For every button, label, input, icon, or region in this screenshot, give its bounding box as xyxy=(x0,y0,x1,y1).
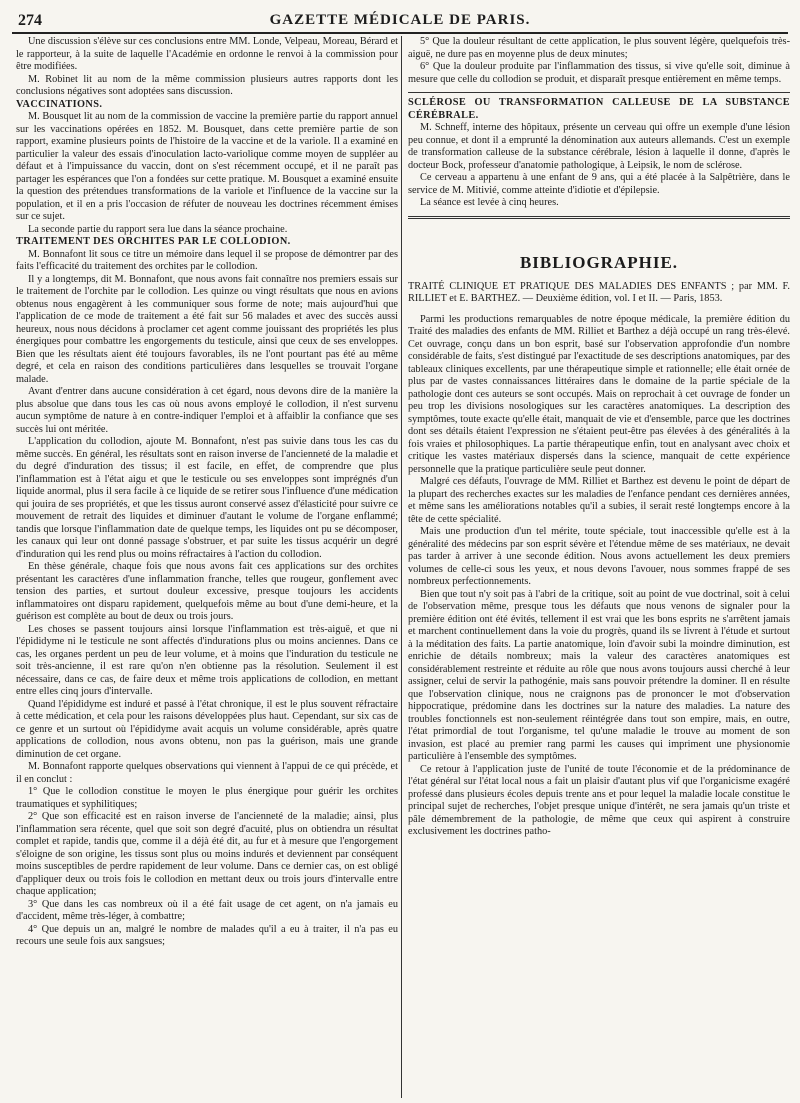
text-columns xyxy=(12,36,788,1098)
paragraph: Mais une production d'un tel mérite, toute spéciale, tout inaccessible qu'elle est à la généralité des médecins par son esprit sévère et l'étendue même de ses matériaux, ne devait pas tarder à arriver à une seconde édition. Nous avons actuellement les deux premiers volumes de celle-ci sous les yeux, et nous devons l'avouer, nous sommes frappé de ses nombreux perfectionnements. xyxy=(408,526,790,587)
paragraph: Quand l'épididyme est induré et passé à l'état chronique, il est le plus souvent réfractaire à cette médication, et cela pour les raisons développées plus haut. Cependant, sur six cas de ce genre et un surtout où l'épididyme avait acquis un volume considérable, après quatre applications de collodion, nous avons obtenu, non pas la guérison, mais une grande diminution de cet organe. xyxy=(16,698,398,760)
section-title-sclerose: SCLÉROSE OU TRANSFORMATION CALLEUSE DE LA SUBSTANCE CÉRÉBRALE. xyxy=(408,97,790,121)
paragraph: M. Bonnafont lit sous ce titre un mémoire dans lequel il se propose de démontrer par des faits l'efficacité du traitement des orchites par le collodion. xyxy=(16,248,398,272)
paragraph: La seconde partie du rapport sera lue dans la séance prochaine. xyxy=(28,223,288,235)
right-column xyxy=(408,36,790,1098)
paragraph: La séance est levée à cinq heures. xyxy=(420,197,559,208)
paragraph: Parmi les productions remarquables de notre époque médicale, la première édition du Traité des maladies des enfants de MM. Rilliet et Barthez a déjà occupé un rang très-élevé. Cet ouvrage, conçu dans un bon esprit, basé sur l'observation approfondie d'un nombre considérable de faits, s'est distingué par l'exactitude de ses descriptions anatomiques, par des tableaux cliniques excellents, par une thérapeutique simple et rationnelle; elle était ornée de plus par de vastes connaissances littéraires dans le domaine de la partie spéciale de la pathologie dont ces auteurs se sont occupés. Mais on reprochait à cet ouvrage de fonder un peu trop les divisions nosologiques sur les caractères anatomiques. La description des symptômes, toute exacte qu'elle était, manquait de vie et d'ensemble, parce que les doctrines dont ses détails étaient l'expression ne s'étaient peut-être pas élevées à des généralités à la fois vraies et philosophiques. La partie thérapeutique enfin, tout en analysant avec choix et critique les vastes matériaux dispersés dans la science, manquait de cette expérience personnelle que la pratique particulière seule peut donner. xyxy=(408,313,790,475)
paragraph: En thèse générale, chaque fois que nous avons fait ces applications sur des orchites présentant les caractères d'une inflammation franche, telles que rougeur, gonflement avec tension des parties, et surtout douleur excessive, presque toujours les accidents inflammatoires ont disparu rapidement, quelquefois même au bout d'une demi-heure, et la guérison est complète au bout de deux ou trois jours. xyxy=(16,561,398,622)
conclusion-item: 1° Que le collodion constitue le moyen le plus énergique pour guérir les orchites traumatiques et syphilitiques; xyxy=(16,786,398,810)
paragraph: Les choses se passent toujours ainsi lorsque l'inflammation est très-aiguë, et que ni l'épididyme ni le testicule ne sont affectés d'indurations plus ou moins anciennes. Dans ce cas, les organes perdent un peu de leur volume, et à moins que l'induration du testicule ne soit très-ancienne, il est rare qu'on n'en obtienne pas la résolution. Seulement il est nécessaire, dans ce cas, de faire deux et même trois applications de collodion, en mettant entre elles cinq jours d'intervalle. xyxy=(16,623,398,697)
paragraph: Malgré ces défauts, l'ouvrage de MM. Rilliet et Barthez est devenu le point de départ de la plupart des recherches exactes sur les maladies de l'enfance pendant ces dernières années, et même sans les améliorations notables qu'il a subies, il serait resté longtemps encore à la tête de cette spécialité. xyxy=(408,476,790,525)
paragraph: M. Bousquet lit au nom de la commission de vaccine la première partie du rapport annuel sur les vaccinations opérées en 1852. M. Bousquet, dans cette première partie de son rapport, examine plusieurs points de l'histoire de la vaccine et de la variole. Il a examiné en particulier la valeur des essais d'inoculation lacto-variolique comme moyen de suppléer au défaut et à l'impuissance du vaccin, dont on s'est récemment occupé, et il ne paraît pas partager les espérances que l'on a fondées sur cette pratique. M. Bousquet a examiné ensuite la question des prétendues transformations de la variole et l'influence de la vaccine sur la population, et il en a pris l'occasion de réfuter de nouveau les doctrines récemment émises sur ce sujet. xyxy=(16,111,398,222)
left-column xyxy=(16,36,398,1098)
conclusion-item: 5° Que la douleur résultant de cette application, le plus souvent légère, quelquefois très-aiguë, ne dure pas en moyenne plus de deux minutes; xyxy=(408,36,790,60)
section-title-orchites: TRAITEMENT DES ORCHITES PAR LE COLLODION. xyxy=(16,236,291,247)
paragraph: Ce cerveau a appartenu à une enfant de 9 ans, qui a été placée à la Salpêtrière, dans le service de M. Mitivié, comme atteinte d'idiotie et d'épilepsie. xyxy=(408,172,790,196)
paragraph: M. Robinet lit au nom de la même commission plusieurs autres rapports dont les conclusions négatives sont adoptées sans discussion. xyxy=(16,73,398,97)
paragraph: Bien que tout n'y soit pas à l'abri de la critique, soit au point de vue doctrinal, soit à celui de l'observation même, presque tous les défauts que nous venons de signaler pour la première édition ont été évités, tellement il est vrai que les bons esprits ne s'arrêtent jamais et marchent continuellement dans la voie du progrès, quand ils se livrent à l'étude et surtout à la méditation des faits. La partie anatomique, loin d'avoir subi la moindre diminution, est enrichie de détails nombreux; mais la valeur des caractères anatomiques est considérablement restreinte et réduite au rôle que nous avons toujours aussi cherché à leur assigner, celui de servir la pathogénie, mais sans pouvoir prétendre la dominer. Il en résulte que l'observation clinique, nous ne craignons pas de prononcer le mot d'observation hippocratique, prédomine dans les doctrines sur la nature des maladies. La nature des troubles fonctionnels est non-seulement réintégrée dans tout son empire, mais, en outre, l'état primordial de tout l'organisme, tel qu'une maladie le trouve au moment de son invasion, est placé au premier rang parmi les causes qui impriment une physionomie particulière à l'ensemble des symptômes. xyxy=(408,588,790,762)
paragraph: M. Bonnafont rapporte quelques observations qui viennent à l'appui de ce qui précède, et il en conclut : xyxy=(16,761,398,785)
section-rule xyxy=(408,92,790,93)
paragraph: L'application du collodion, ajoute M. Bonnafont, n'est pas suivie dans tous les cas du même succès. En général, les résultats sont en raison inverse de l'ancienneté de la maladie et du degré d'induration des tissus; il est facile, en effet, de comprendre que plus l'inflammation est à l'état aigu et que le testicule ou ses enveloppes sont imprégnés d'un liquide anormal, plus il sera facile à ce liquide de se retirer sous l'influence d'une médication qui jouira de ses propriétés, et que les tissus auront conservé assez d'élasticité pour suivre ce mouvement de retrait des liquides et diminuer d'autant le volume de l'organe enflammé; tandis que lorsque l'inflammation date de quelque temps, les liquides ont pu se décomposer, les canaux qui leur ont donné passage s'obstruer, et par suite les tissus acquérir un degré d'induration qui les rend plus ou moins réfractaires à l'action du collodion. xyxy=(16,436,398,560)
page-number: 274 xyxy=(18,12,42,29)
conclusion-item: 4° Que depuis un an, malgré le nombre de malades qu'il a eu à traiter, il n'a pas eu recours une seule fois aux sangsues; xyxy=(16,923,398,947)
paragraph: M. Schneff, interne des hôpitaux, présente un cerveau qui offre un exemple d'une lésion peu connue, et dont il a emprunté la dénomination aux auteurs allemands. C'est un exemple de transformation calleuse de la substance cérébrale, lésion à laquelle il donne, d'après le docteur Bock, professeur d'anatomie pathologique, à Leipsik, le nom de sclérose. xyxy=(408,122,790,171)
section-title-vaccinations: VACCINATIONS. xyxy=(16,98,103,110)
conclusion-item: 3° Que dans les cas nombreux où il a été fait usage de cet agent, on n'a jamais eu d'accident, même très-léger, à combattre; xyxy=(16,898,398,922)
conclusion-item: 2° Que son efficacité est en raison inverse de l'ancienneté de la maladie; ainsi, plus l'inflammation sera récente, quel que soit son degré d'acuité, plus on obtiendra un résultat complet et rapide, tandis que, comme il a déjà été dit, au fur et à mesure que l'engorgement s'éloigne de son origine, les tissus sont plus ou moins indurés et deviennent par conséquent moins susceptibles de perdre rapidement de leur volume. Dans ce dernier cas, on est obligé d'appliquer deux ou trois fois le collodion en mettant deux ou trois jours d'intervalle entre chaque application; xyxy=(16,811,398,897)
section-separator xyxy=(408,216,790,249)
column-divider xyxy=(401,36,402,1098)
paragraph: Avant d'entrer dans aucune considération à cet égard, nous devons dire de la manière la plus absolue que dans tous les cas où nous avons employé le collodion, il n'est survenu aucun symptôme de nature à en contre-indiquer l'emploi et à affaiblir la confiance que ses succès lui ont méritée. xyxy=(16,386,398,435)
page-header xyxy=(12,10,788,34)
book-reference: TRAITÉ CLINIQUE ET PRATIQUE DES MALADIES DES ENFANTS ; par MM. F. RILLIET et E. BARTHEZ. — Deuxième édition, vol. I et II. — Paris, 1853. xyxy=(408,280,790,304)
journal-title: GAZETTE MÉDICALE DE PARIS. xyxy=(269,12,531,28)
conclusion-item: 6° Que la douleur produite par l'inflammation des tissus, si vive qu'elle soit, diminue à mesure que celle du collodion se produit, et disparaît presque entièrement en même temps. xyxy=(408,61,790,85)
bibliographie-heading: BIBLIOGRAPHIE. xyxy=(519,252,679,272)
paragraph: Il y a longtemps, dit M. Bonnafont, que nous avons fait connaître nos premiers essais sur le traitement de l'orchite par le collodion. Les quinze ou vingt résultats que nous en avions obtenus nous engagèrent à les communiquer sous forme de note; mais aujourd'hui que l'application de ce mode de traitement a été fait sur 56 malades et avec des succès aussi heureux, nous nous décidons à proclamer cet agent comme jouissant des propriétés les plus énergiques pour combattre les engorgements du testicule, ainsi que ceux de ses enveloppes. Bien que les résultats aient été toujours favorables, ils ne l'ont pourtant pas été au même degré, et cela en raison des conditions particulières dans lesquelles se trouvait l'organe malade. xyxy=(16,273,398,385)
paragraph: Une discussion s'élève sur ces conclusions entre MM. Londe, Velpeau, Moreau, Bérard et le rapporteur, à la suite de laquelle l'Académie en ordonne le renvoi à la commission pour être modifiées. xyxy=(16,36,398,72)
paragraph: Ce retour à l'application juste de l'unité de toute l'économie et de la prédominance de l'état général sur l'état local nous a fait un plaisir d'autant plus vif que l'organicisme exagéré professé dans plusieurs écoles depuis trente ans et pour lequel la maladie locale constitue le principal sujet de recherches, l'objet presque unique d'intérêt, ne sera jamais qu'un triste et pâle démembrement de la pathologie, de même que ceux qui aspirent à construire exclusivement les doctrines patho- xyxy=(408,763,790,837)
